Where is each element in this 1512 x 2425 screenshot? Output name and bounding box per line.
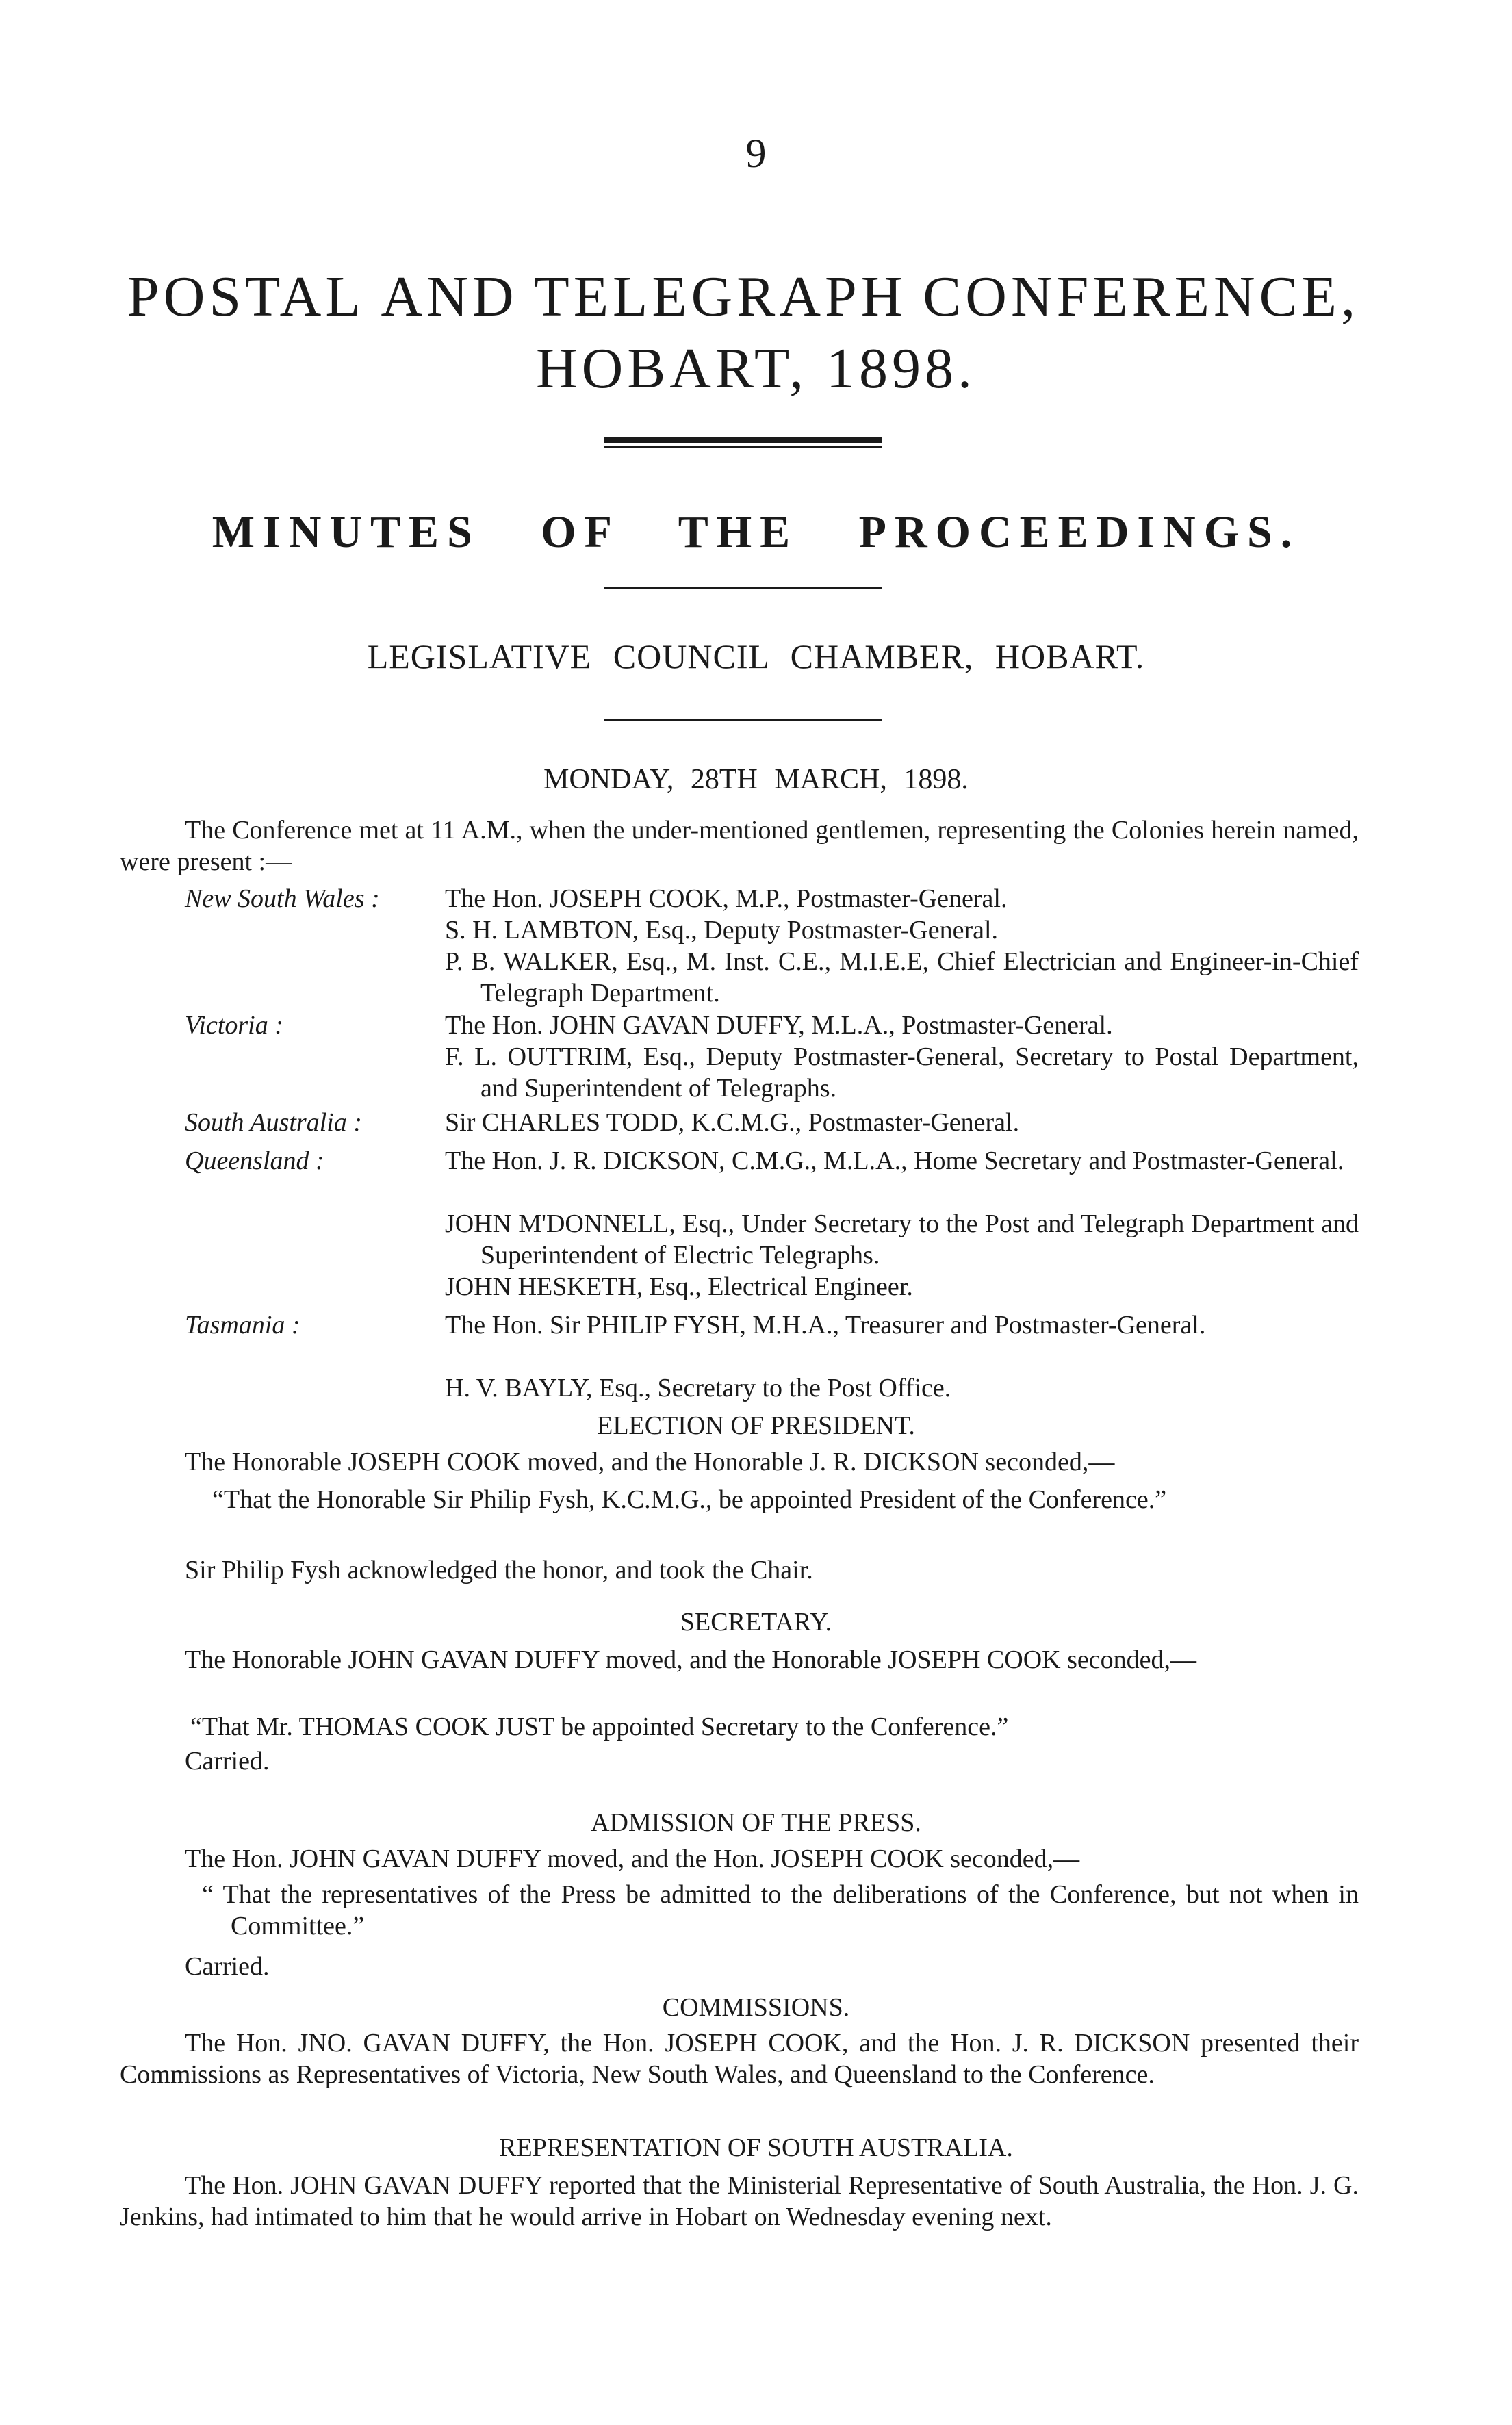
delegate: The Hon. Sir PHILIP FYSH, M.H.A., Treasurer and Postmaster-General.: [445, 1311, 1206, 1339]
motion-result: Sir Philip Fysh acknowledged the honor, and took the Chair.: [185, 1556, 813, 1584]
delegate: P. B. WALKER, Esq., M. Inst. C.E., M.I.E.E, Chief Electrician and Engineer-in-Chief Telegraph Department.: [445, 947, 1359, 1008]
section-heading-election: ELECTION OF PRESIDENT.: [597, 1411, 915, 1440]
document-title-line2: HOBART, 1898.: [535, 337, 977, 400]
motion-result: Carried.: [185, 1747, 270, 1775]
motion-moved: The Honorable JOHN GAVAN DUFFY moved, and the Honorable JOSEPH COOK seconded,—: [185, 1645, 1196, 1674]
minutes-heading: MINUTES OF THE PROCEEDINGS.: [212, 507, 1300, 557]
section-heading-secretary: SECRETARY.: [680, 1608, 832, 1637]
colony-label: Queensland :: [185, 1146, 324, 1175]
delegate: F. L. OUTTRIM, Esq., Deputy Postmaster-General, Secretary to Postal Department, and Superintendent of Telegraphs.: [445, 1042, 1359, 1103]
commissions-paragraph: The Hon. JNO. GAVAN DUFFY, the Hon. JOSEPH COOK, and the Hon. J. R. DICKSON presented their Commissions as Representatives of Victoria, New South Wales, and Queensland to the Conference.: [120, 2029, 1359, 2089]
delegate: JOHN M'DONNELL, Esq., Under Secretary to the Post and Telegraph Department and Superintendent of Electric Telegraphs.: [445, 1209, 1359, 1270]
colony-label: South Australia :: [185, 1108, 362, 1137]
double-rule-thin: [604, 446, 882, 448]
delegate: Sir CHARLES TODD, K.C.M.G., Postmaster-General.: [445, 1108, 1020, 1137]
document-title: [127, 264, 1359, 330]
colony-label: New South Wales :: [185, 884, 380, 913]
delegate: S. H. LAMBTON, Esq., Deputy Postmaster-General.: [445, 916, 999, 945]
page-number: 9: [745, 131, 767, 176]
motion-moved: The Hon. JOHN GAVAN DUFFY moved, and the Hon. JOSEPH COOK seconded,—: [185, 1845, 1080, 1873]
section-heading-south-australia: REPRESENTATION OF SOUTH AUSTRALIA.: [499, 2133, 1013, 2162]
motion-moved: The Honorable JOSEPH COOK moved, and the Honorable J. R. DICKSON seconded,—: [185, 1448, 1115, 1476]
motion-text: “That the Honorable Sir Philip Fysh, K.C.M.G., be appointed President of the Conference.”: [212, 1485, 1167, 1514]
date-heading: MONDAY, 28TH MARCH, 1898.: [543, 764, 969, 795]
motion-result: Carried.: [185, 1952, 270, 1981]
intro-paragraph: The Conference met at 11 A.M., when the under-mentioned gentlemen, representing the Colonies herein named, were present :—: [120, 816, 1359, 876]
colony-label: Victoria :: [185, 1011, 283, 1040]
delegate: The Hon. JOHN GAVAN DUFFY, M.L.A., Postmaster-General.: [445, 1011, 1113, 1040]
title-word: TELEGRAPH: [534, 265, 907, 329]
delegate: The Hon. J. R. DICKSON, C.M.G., M.L.A., Home Secretary and Postmaster-General.: [445, 1146, 1344, 1175]
colony-label: Tasmania :: [185, 1311, 300, 1339]
location-heading: LEGISLATIVE COUNCIL CHAMBER, HOBART.: [367, 637, 1145, 676]
motion-text: “ That the representatives of the Press be admitted to the deliberations of the Conference, but not when in Committee.”: [202, 1880, 1359, 1940]
divider-rule: [604, 719, 882, 721]
title-word: POSTAL: [127, 265, 365, 329]
title-word: CONFERENCE,: [923, 265, 1359, 329]
title-word: AND: [381, 265, 518, 329]
section-heading-press: ADMISSION OF THE PRESS.: [591, 1808, 921, 1837]
divider-rule: [604, 587, 882, 589]
delegate: JOHN HESKETH, Esq., Electrical Engineer.: [445, 1272, 913, 1301]
delegate: The Hon. JOSEPH COOK, M.P., Postmaster-General.: [445, 884, 1008, 913]
motion-text: “That Mr. THOMAS COOK JUST be appointed Secretary to the Conference.”: [190, 1712, 1009, 1741]
section-heading-commissions: COMMISSIONS.: [662, 1993, 850, 2022]
south-australia-paragraph: The Hon. JOHN GAVAN DUFFY reported that the Ministerial Representative of South Australia, the Hon. J. G. Jenkins, had intimated to him that he would arrive in Hobart on Wednesday evening next.: [120, 2171, 1359, 2231]
double-rule-thick: [604, 437, 882, 443]
delegate: H. V. BAYLY, Esq., Secretary to the Post Office.: [445, 1374, 951, 1402]
